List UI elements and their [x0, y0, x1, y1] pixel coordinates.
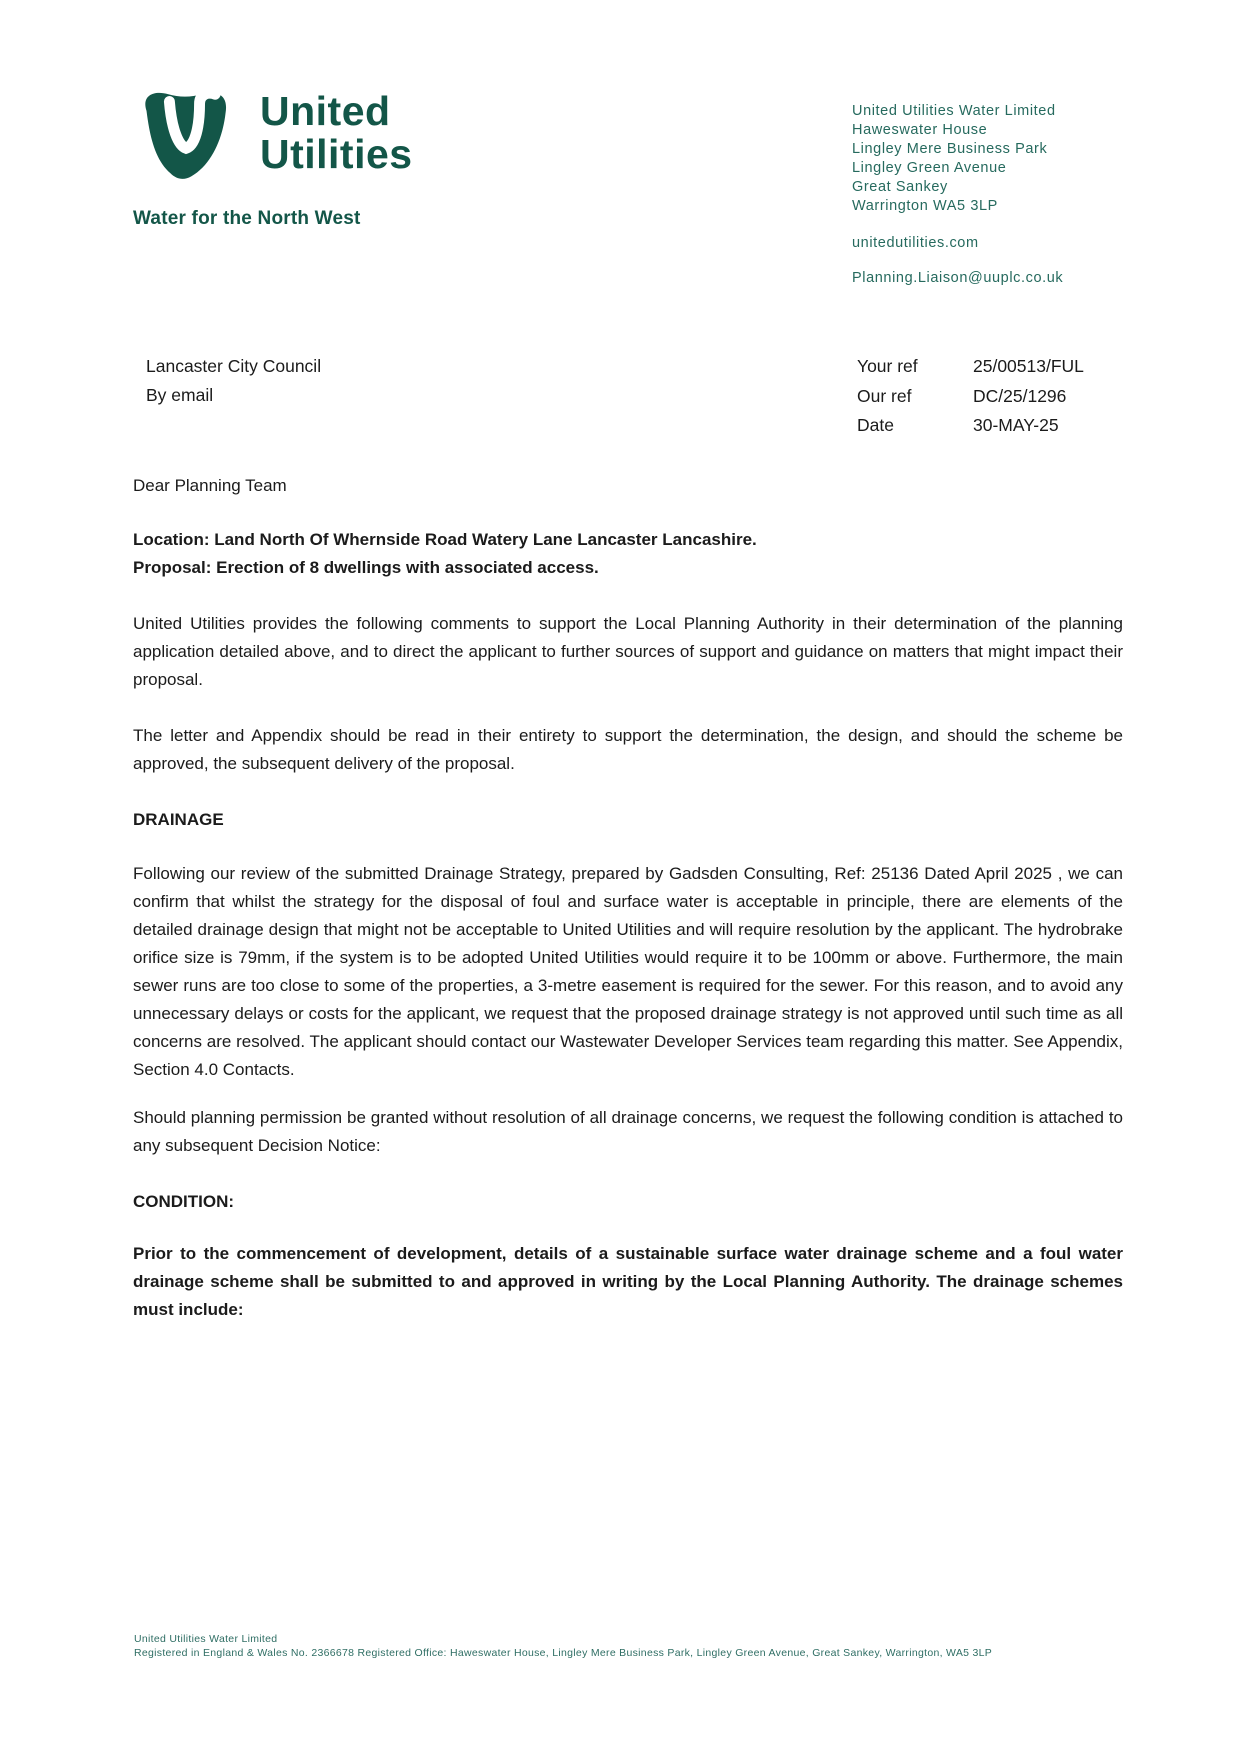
registered-office-footer — [134, 1632, 1134, 1660]
company-wordmark — [260, 90, 413, 176]
recipient-block — [146, 352, 321, 410]
subject-block — [133, 526, 1123, 582]
recipient-delivery-method: By email — [146, 385, 214, 405]
drainage-heading: DRAINAGE — [133, 810, 224, 829]
sender-line: Lingley Mere Business Park — [852, 141, 1048, 157]
paragraph-should: Should planning permission be granted without resolution of all drainage concerns, we request the following condition is attached to any subsequent Decision Notice: — [133, 1108, 1123, 1155]
sender-line: Lingley Green Avenue — [852, 160, 1007, 176]
location-line: Location: Land North Of Whernside Road Watery Lane Lancaster Lancashire. — [133, 530, 757, 549]
paragraph-drainage: Following our review of the submitted Drainage Strategy, prepared by Gadsden Consulting, Ref: 25136 Dated April 2025 , we can confirm that whilst the strategy for the disposal of foul and surface water is acceptable in principle, there are elements of the detailed drainage design that might not be acceptable to United Utilities and will require resolution by the applicant. The hydrobrake orifice size is 79mm, if the system is to be adopted United Utilities would require it to be 100mm or above. Furthermore, the main sewer runs are too close to some of the properties, a 3-metre easement is required for the sewer. For this reason, and to avoid any unnecessary delays or costs for the applicant, we request that the proposed drainage strategy is not approved until such time as all concerns are resolved. The applicant should contact our Wastewater Developer Services team regarding this matter. See Appendix, Section 4.0 Contacts. — [133, 864, 1123, 1079]
condition-heading: CONDITION: — [133, 1192, 235, 1211]
company-logo — [120, 88, 413, 230]
wordmark-line2: Utilities — [260, 131, 413, 177]
ref-row-our-ref — [857, 382, 1084, 412]
ref-label: Our ref — [857, 385, 912, 406]
ref-row-your-ref — [857, 352, 1084, 382]
ref-value: 30-MAY-25 — [973, 415, 1059, 435]
letter-body — [133, 472, 1123, 1352]
footer-company-name: United Utilities Water Limited — [134, 1633, 278, 1645]
ref-value: 25/00513/FUL — [973, 356, 1084, 376]
ref-label: Date — [857, 415, 894, 435]
sender-email: Planning.Liaison@uuplc.co.uk — [852, 270, 1064, 286]
sender-line: United Utilities Water Limited — [852, 103, 1056, 119]
paragraph-intro: United Utilities provides the following comments to support the Local Planning Authority in their determination of the planning application detailed above, and to direct the applicant to further sources of support and guidance on matters that might impact their proposal. — [133, 614, 1123, 689]
proposal-line: Proposal: Erection of 8 dwellings with associated access. — [133, 558, 599, 577]
united-utilities-u-mark-icon — [120, 88, 250, 192]
footer-registration-line: Registered in England & Wales No. 2366678 Registered Office: Haweswater House, Lingley Mere Business Park, Lingley Green Avenue, Great Sankey, Warrington, WA5 3LP — [134, 1647, 993, 1659]
ref-row-date — [857, 411, 1084, 441]
sender-line: Warrington WA5 3LP — [852, 198, 998, 214]
paragraph-condition: Prior to the commencement of development, details of a sustainable surface water drainage scheme and a foul water drainage scheme shall be submitted to and approved in writing by the Local Planning Authority. The drainage schemes must include: — [133, 1244, 1123, 1319]
reference-block — [857, 352, 1084, 441]
paragraph-appendix: The letter and Appendix should be read in their entirety to support the determination, the design, and should the scheme be approved, the subsequent delivery of the proposal. — [133, 726, 1123, 773]
wordmark-line1: United — [260, 88, 391, 134]
sender-address-block — [852, 102, 1063, 288]
ref-label: Your ref — [857, 356, 918, 376]
recipient-name: Lancaster City Council — [146, 356, 322, 376]
salutation: Dear Planning Team — [133, 476, 287, 495]
sender-website: unitedutilities.com — [852, 235, 979, 251]
ref-value: DC/25/1296 — [973, 385, 1067, 406]
sender-line: Great Sankey — [852, 179, 948, 195]
sender-line: Haweswater House — [852, 122, 988, 138]
brand-tagline: Water for the North West — [133, 208, 361, 229]
